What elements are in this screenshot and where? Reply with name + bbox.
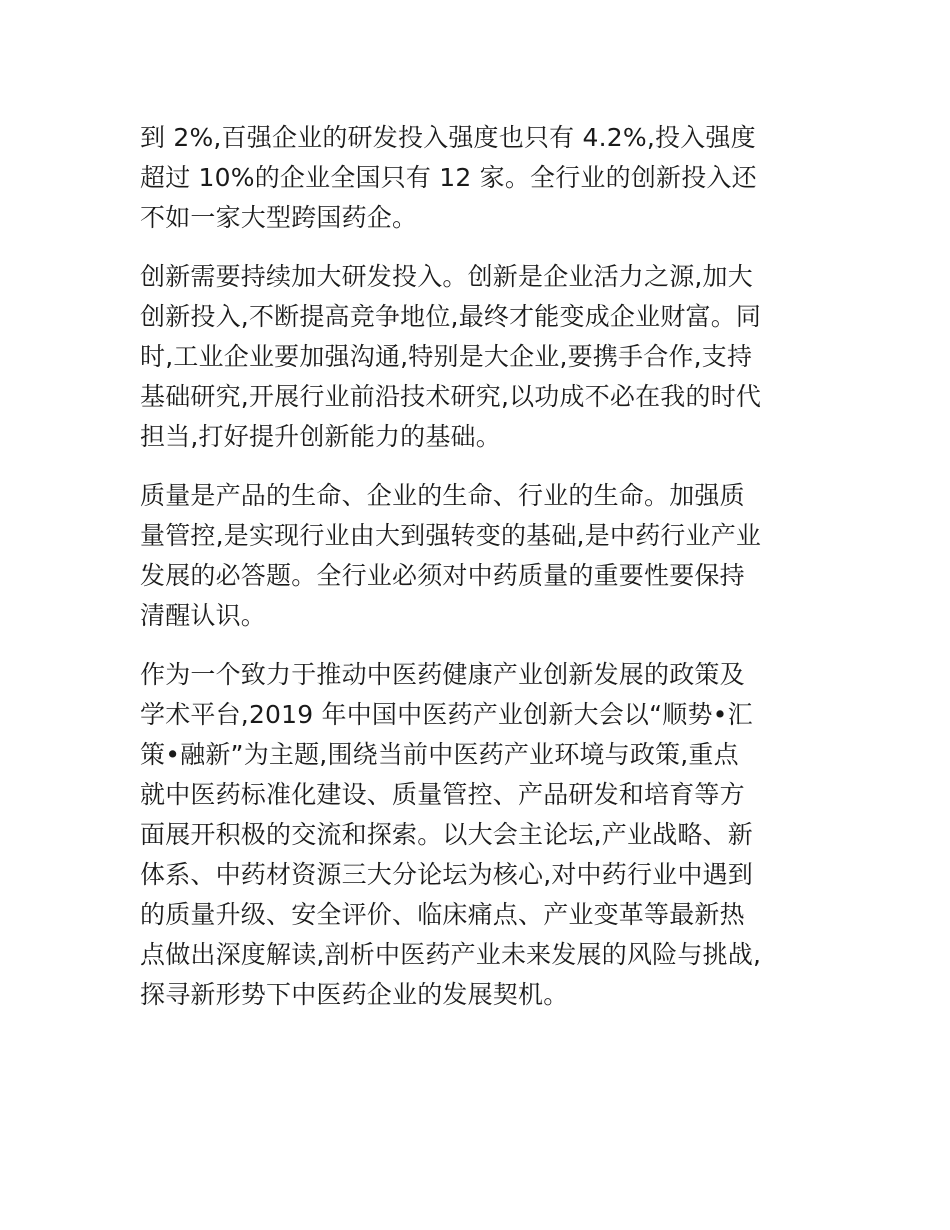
paragraph-conference: 作为一个致力于推动中医药健康产业创新发展的政策及 学术平台,2019 年中国中医药产业创新大会以“顺势•汇 策•融新”为主题,围绕当前中医药产业环境与政策,重点 就中医药标准化建设、质量管控、产品研发和培育等方 面展开积极的交流和探索。以大会主论坛,产业战略、新 体系、中药材资源三大分论坛为核心,对中药行业中遇到 的质量升级、安全评价、临床痛点、产业变革等最新热 点做出深度解读,剖析中医药产业未来发展的风险与挑战, 探寻新形势下中医药企业的发展契机。 — [140, 660, 762, 1009]
paragraph-rd-investment: 到 2%,百强企业的研发投入强度也只有 4.2%,投入强度 超过 10%的企业全国只有 12 家。全行业的创新投入还 不如一家大型跨国药企。 — [140, 123, 757, 232]
paragraph-innovation: 创新需要持续加大研发投入。创新是企业活力之源,加大 创新投入,不断提高竞争地位,最终才能变成企业财富。同 时,工业企业要加强沟通,特别是大企业,要携手合作,支持 基础研究,开展行业前沿技术研究,以功成不必在我的时代 担当,打好提升创新能力的基础。 — [140, 262, 762, 451]
document-body — [140, 118, 810, 1034]
paragraph-quality: 质量是产品的生命、企业的生命、行业的生命。加强质 量管控,是实现行业由大到强转变的基础,是中药行业产业 发展的必答题。全行业必须对中药质量的重要性要保持 清醒认识。 — [140, 481, 762, 630]
